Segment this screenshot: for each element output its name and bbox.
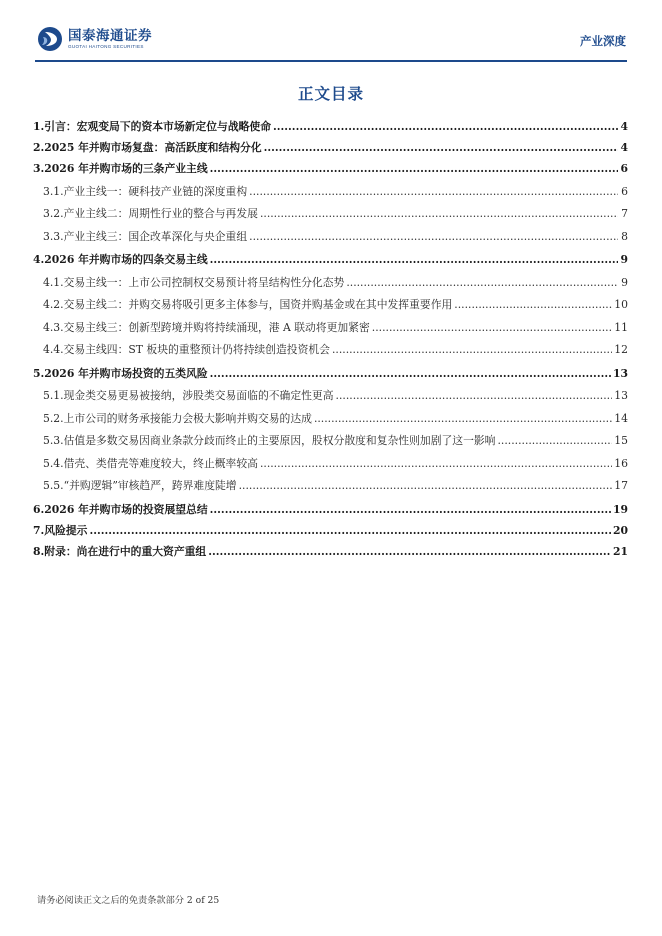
toc-heading: 2025 年并购市场复盘：高活跃度和结构分化 bbox=[44, 141, 262, 155]
toc-number: 3.3. bbox=[43, 229, 64, 243]
toc-section[interactable] bbox=[33, 252, 628, 269]
toc-heading: 产业主线二：周期性行业的整合与再发展 bbox=[63, 207, 258, 221]
toc-number: 4.1. bbox=[43, 275, 64, 289]
toc-heading: 附录：尚在进行中的重大资产重组 bbox=[44, 545, 207, 559]
toc-number: 7. bbox=[33, 524, 45, 538]
toc-page-number: 13 bbox=[612, 366, 628, 380]
toc-section[interactable] bbox=[33, 523, 628, 540]
toc-leader-dots bbox=[372, 321, 612, 334]
toc-page-number: 9 bbox=[621, 275, 628, 289]
toc-subsection[interactable] bbox=[33, 388, 628, 411]
toc-number: 5.2. bbox=[43, 411, 64, 425]
toc-leader-dots bbox=[210, 503, 611, 516]
toc-page-number: 8 bbox=[621, 229, 628, 243]
toc-section[interactable] bbox=[33, 502, 628, 519]
toc-section[interactable] bbox=[33, 119, 628, 136]
toc-number: 5.4. bbox=[43, 456, 64, 470]
toc-section[interactable] bbox=[33, 366, 628, 383]
toc-heading: 2026 年并购市场投资的五类风险 bbox=[44, 366, 208, 380]
toc-leader-dots bbox=[264, 141, 618, 154]
toc-leader-dots bbox=[239, 479, 613, 492]
toc-title: 正文目录 bbox=[297, 85, 364, 103]
toc-heading: 交易主线二：并购交易将吸引更多主体参与，国资并购基金或在其中发挥重要作用 bbox=[63, 298, 453, 312]
toc-number: 5.1. bbox=[43, 389, 64, 403]
toc-heading: 2026 年并购市场的三条产业主线 bbox=[44, 162, 208, 176]
toc-leader-dots bbox=[89, 524, 611, 537]
toc-number: 1. bbox=[33, 120, 45, 133]
toc-heading: 风险提示 bbox=[44, 524, 88, 538]
toc-subsection[interactable] bbox=[33, 478, 628, 501]
toc-leader-dots bbox=[210, 162, 618, 175]
toc-subsection[interactable] bbox=[33, 229, 628, 252]
table-of-contents bbox=[33, 119, 628, 562]
toc-number: 4.3. bbox=[43, 320, 64, 334]
toc-leader-dots bbox=[454, 298, 612, 311]
toc-page-number: 4 bbox=[620, 120, 628, 133]
toc-section[interactable] bbox=[33, 161, 628, 178]
page-header bbox=[0, 0, 662, 62]
toc-number: 3. bbox=[33, 162, 45, 176]
toc-number: 3.2. bbox=[43, 207, 64, 221]
toc-page-number: 10 bbox=[614, 298, 628, 312]
toc-number: 5. bbox=[33, 366, 45, 380]
toc-leader-dots bbox=[346, 276, 618, 289]
toc-heading: 上市公司的财务承接能力会极大影响并购交易的达成 bbox=[63, 411, 312, 425]
toc-subsection[interactable] bbox=[33, 342, 628, 365]
toc-subsection[interactable] bbox=[33, 411, 628, 434]
toc-number: 5.3. bbox=[43, 434, 64, 448]
toc-leader-dots bbox=[336, 389, 613, 402]
toc-heading: 估值是多数交易因商业条款分歧而终止的主要原因，股权分散度和复杂性则加剧了这一影响 bbox=[63, 434, 496, 448]
toc-subsection[interactable] bbox=[33, 433, 628, 456]
toc-number: 4.2. bbox=[43, 298, 64, 312]
toc-page-number: 19 bbox=[612, 503, 628, 517]
toc-heading: “并购逻辑”审核趋严，跨界难度陡增 bbox=[63, 479, 237, 493]
toc-page-number: 15 bbox=[614, 434, 628, 448]
toc-subsection[interactable] bbox=[33, 456, 628, 479]
toc-leader-dots bbox=[314, 412, 612, 425]
toc-leader-dots bbox=[208, 545, 611, 558]
toc-leader-dots bbox=[260, 207, 618, 220]
toc-leader-dots bbox=[210, 367, 611, 380]
toc-subsection[interactable] bbox=[33, 275, 628, 298]
toc-number: 4.4. bbox=[43, 343, 64, 357]
toc-page-number: 16 bbox=[614, 456, 628, 470]
toc-page-number: 6 bbox=[620, 162, 628, 176]
toc-subsection[interactable] bbox=[33, 297, 628, 320]
toc-heading: 2026 年并购市场的投资展望总结 bbox=[44, 503, 208, 517]
toc-page-number: 17 bbox=[614, 479, 628, 493]
toc-number: 2. bbox=[33, 141, 45, 155]
toc-heading: 交易主线四：ST 板块的重整预计仍将持续创造投资机会 bbox=[63, 343, 330, 357]
toc-section[interactable] bbox=[33, 544, 628, 561]
page-footer: 请务必阅读正文之后的免责条款部分 2 of 25 bbox=[37, 895, 220, 906]
brand-logo-icon bbox=[37, 26, 63, 52]
toc-page-number: 7 bbox=[621, 207, 628, 221]
toc-heading: 交易主线三：创新型跨境并购将持续涌现，港 A 联动将更加紧密 bbox=[63, 320, 370, 334]
toc-heading: 现金类交易更易被接纳，涉股类交易面临的不确定性更高 bbox=[63, 389, 334, 403]
toc-page-number: 11 bbox=[614, 320, 628, 334]
toc-number: 5.5. bbox=[43, 479, 64, 493]
toc-page-number: 6 bbox=[621, 184, 628, 198]
toc-heading: 产业主线三：国企改革深化与央企重组 bbox=[63, 229, 248, 243]
toc-heading: 产业主线一：硬科技产业链的深度重构 bbox=[63, 184, 248, 198]
toc-page-number: 13 bbox=[614, 389, 628, 403]
toc-leader-dots bbox=[249, 185, 618, 198]
brand-name-en: GUOTAI HAITONG SECURITIES bbox=[68, 43, 144, 49]
toc-number: 6. bbox=[33, 503, 45, 517]
toc-heading: 引言：宏观变局下的资本市场新定位与战略使命 bbox=[44, 120, 272, 133]
toc-number: 4. bbox=[33, 253, 45, 267]
brand-logo bbox=[37, 26, 152, 52]
brand-name-cn: 国泰海通证券 bbox=[68, 27, 152, 44]
toc-subsection[interactable] bbox=[33, 206, 628, 229]
toc-section[interactable] bbox=[33, 140, 628, 157]
toc-heading: 借壳、类借壳等难度较大，终止概率较高 bbox=[63, 456, 258, 470]
toc-leader-dots bbox=[497, 434, 612, 447]
toc-page-number: 14 bbox=[614, 411, 628, 425]
header-divider bbox=[35, 60, 627, 62]
toc-number: 3.1. bbox=[43, 184, 64, 198]
toc-page-number: 9 bbox=[620, 253, 628, 267]
toc-heading: 2026 年并购市场的四条交易主线 bbox=[44, 253, 208, 267]
toc-leader-dots bbox=[273, 120, 618, 133]
toc-leader-dots bbox=[332, 343, 612, 356]
toc-page-number: 21 bbox=[612, 545, 628, 559]
toc-leader-dots bbox=[249, 230, 618, 243]
toc-page-number: 20 bbox=[612, 524, 628, 538]
toc-page-number: 4 bbox=[620, 141, 628, 155]
toc-subsection[interactable] bbox=[33, 320, 628, 343]
toc-page-number: 12 bbox=[614, 343, 628, 357]
toc-number: 8. bbox=[33, 545, 45, 559]
toc-heading: 交易主线一：上市公司控制权交易预计将呈结构性分化态势 bbox=[63, 275, 345, 289]
toc-subsection[interactable] bbox=[33, 184, 628, 207]
document-type: 产业深度 bbox=[580, 34, 626, 48]
toc-leader-dots bbox=[260, 457, 612, 470]
toc-leader-dots bbox=[210, 253, 618, 266]
